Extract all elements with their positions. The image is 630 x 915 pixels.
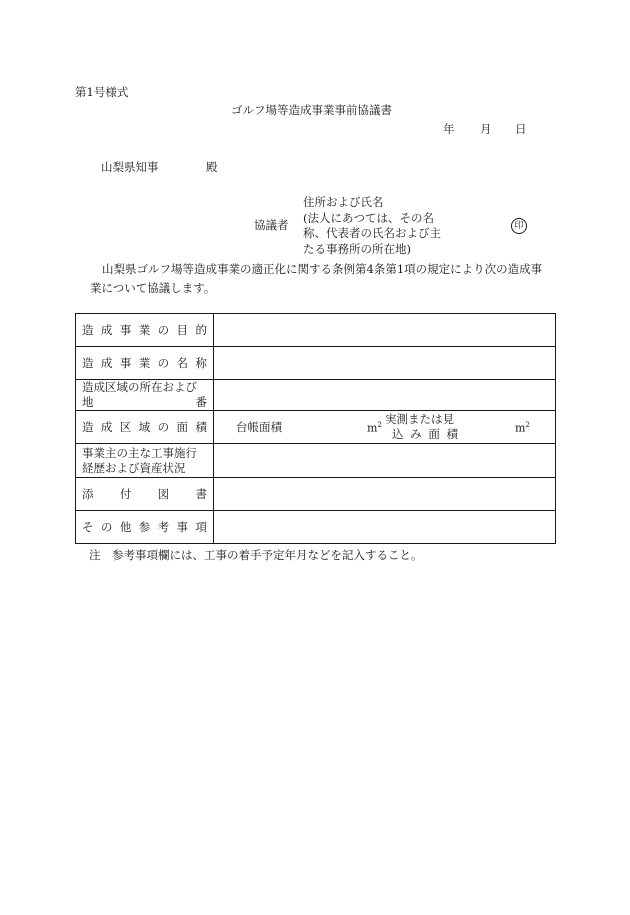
table-row xyxy=(76,347,556,380)
party-line: (法人にあつては、その名 xyxy=(303,210,434,225)
party-line: 称、代表者の氏名および主 xyxy=(303,226,441,240)
history-label: 事業主の主な工事施行 経歴および資産状況 xyxy=(76,444,214,478)
survey-area-label: 実測または見 xyxy=(385,412,454,426)
table-row xyxy=(76,314,556,347)
other-value-cell[interactable] xyxy=(214,511,556,544)
purpose-label: 造 成 事 業 の 目 的 xyxy=(76,314,214,347)
honorific: 殿 xyxy=(206,160,218,174)
date-month: 月 xyxy=(480,122,492,136)
area-label: 造 成 区 域 の 面 積 xyxy=(76,411,214,444)
addressee: 山梨県知事 xyxy=(101,160,159,174)
party-line: 住所および氏名 xyxy=(303,195,384,209)
name-label: 造 成 事 業 の 名 称 xyxy=(76,347,214,380)
history-value-cell[interactable] xyxy=(214,444,556,478)
date-year: 年 xyxy=(443,122,455,136)
party-line: たる事務所の所在地) xyxy=(303,241,411,256)
other-label: そ の 他 参 考 事 項 xyxy=(76,511,214,544)
table-row xyxy=(76,478,556,511)
location-label: 造成区域の所在および 地 番 xyxy=(76,380,214,411)
location-value-cell[interactable] xyxy=(214,380,556,411)
footnote: 注 参考事項欄には、工事の着手予定年月などを記入すること。 xyxy=(89,548,423,562)
ledger-area-unit: $m^2$ xyxy=(367,421,382,435)
date-day: 日 xyxy=(515,122,527,136)
body-line: 業について協議します。 xyxy=(90,281,216,295)
table-row xyxy=(76,380,556,411)
body-text xyxy=(78,260,558,298)
document-title: ゴルフ場等造成事業事前協議書 xyxy=(231,103,392,117)
attachments-value-cell[interactable] xyxy=(214,478,556,511)
survey-area-label-line2: 込 み 面 積 xyxy=(392,427,458,441)
form-table xyxy=(75,313,556,544)
table-row xyxy=(76,511,556,544)
purpose-value-cell[interactable] xyxy=(214,314,556,347)
name-value-cell[interactable] xyxy=(214,347,556,380)
party-address-block xyxy=(303,195,441,257)
table-row xyxy=(76,444,556,478)
ledger-area-label: 台帳面積 xyxy=(236,420,282,434)
body-line: 山梨県ゴルフ場等造成事業の適正化に関する条例第4条第1項の規定により次の造成事 xyxy=(102,262,543,276)
form-number: 第1号様式 xyxy=(75,85,129,99)
seal-mark: 印 xyxy=(511,218,527,234)
party-label: 協議者 xyxy=(254,218,289,232)
table-row xyxy=(76,411,556,444)
survey-area-unit: $m^2$ xyxy=(515,421,530,435)
attachments-label: 添 付 図 書 xyxy=(76,478,214,511)
area-value-cell[interactable] xyxy=(214,411,556,444)
